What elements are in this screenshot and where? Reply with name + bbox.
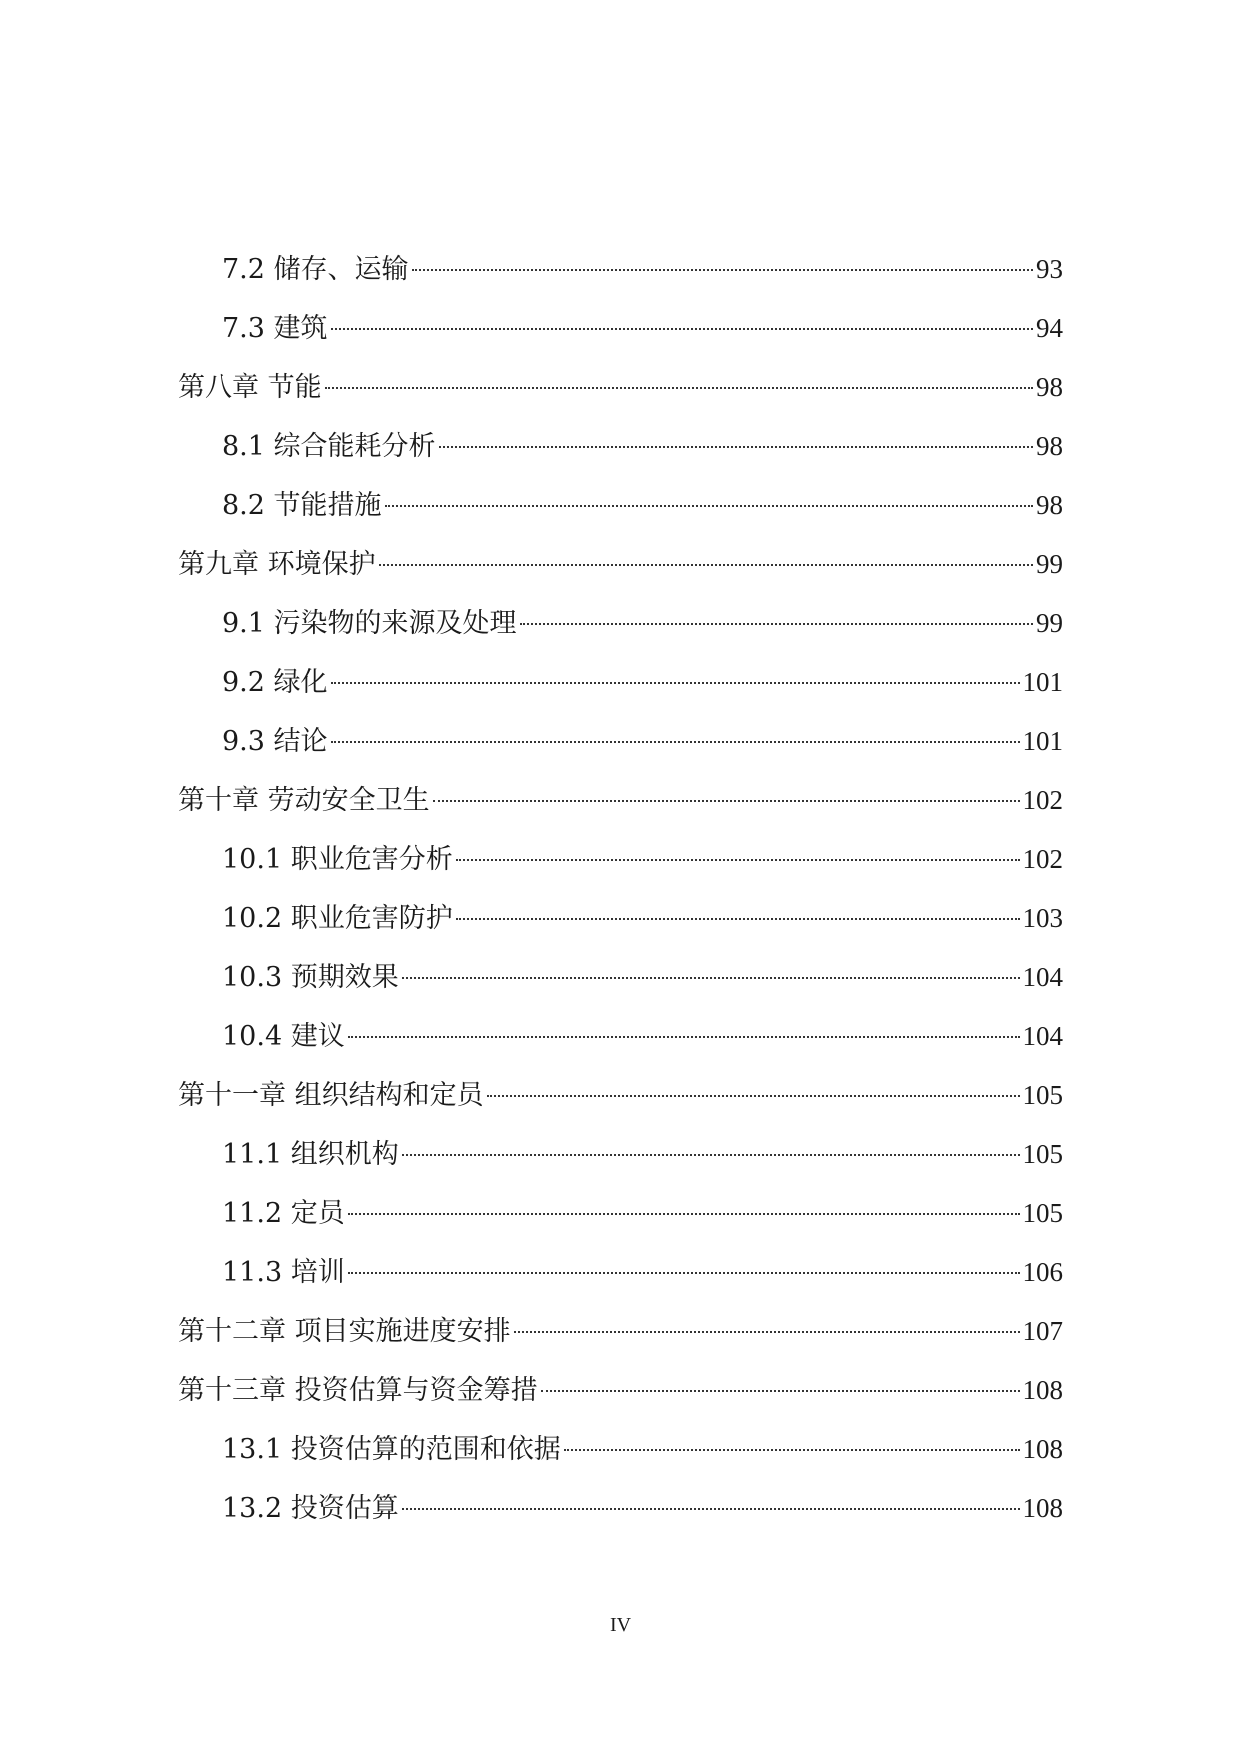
toc-leader-dots [564, 1449, 1020, 1451]
toc-entry-page: 101 [1022, 667, 1063, 697]
toc-entry-label: 第十一章 组织结构和定员 [178, 1080, 484, 1111]
toc-leader-dots [385, 505, 1033, 507]
toc-entry-label: 8.2 节能措施 [222, 490, 382, 521]
toc-leader-dots [348, 1036, 1020, 1038]
toc-entry[interactable] [222, 249, 1063, 289]
toc-entry-page: 94 [1036, 313, 1063, 343]
toc-entry-page: 102 [1022, 844, 1063, 874]
toc-leader-dots [514, 1331, 1020, 1333]
toc-leader-dots [325, 387, 1033, 389]
toc-leader-dots [402, 1154, 1020, 1156]
toc-entry-page: 107 [1022, 1316, 1063, 1346]
toc-entry-label: 13.1 投资估算的范围和依据 [222, 1434, 561, 1465]
toc-entry[interactable] [222, 662, 1063, 702]
toc-entry-label: 第十章 劳动安全卫生 [178, 785, 430, 816]
toc-entry-page: 101 [1022, 726, 1063, 756]
toc-leader-dots [456, 859, 1020, 861]
toc-entry-label: 9.1 污染物的来源及处理 [222, 608, 517, 639]
toc-leader-dots [402, 1508, 1020, 1510]
toc-entry[interactable] [222, 308, 1063, 348]
toc-entry[interactable] [178, 1311, 1063, 1351]
toc-entry-page: 103 [1022, 903, 1063, 933]
toc-entry-label: 9.3 结论 [222, 726, 328, 757]
toc-entry-page: 105 [1022, 1080, 1063, 1110]
toc-entry-page: 108 [1022, 1434, 1063, 1464]
toc-entry-page: 108 [1022, 1493, 1063, 1523]
toc-entry[interactable] [222, 898, 1063, 938]
toc-entry-page: 99 [1036, 549, 1063, 579]
toc-leader-dots [520, 623, 1033, 625]
toc-entry-page: 98 [1036, 490, 1063, 520]
toc-entry-label: 8.1 综合能耗分析 [222, 431, 436, 462]
toc-entry-label: 第十二章 项目实施进度安排 [178, 1316, 511, 1347]
toc-entry-label: 11.3 培训 [222, 1257, 345, 1288]
toc-entry-label: 10.4 建议 [222, 1021, 345, 1052]
toc-leader-dots [541, 1390, 1020, 1392]
toc-entry-label: 11.1 组织机构 [222, 1139, 399, 1170]
toc-entry[interactable] [222, 839, 1063, 879]
toc-entry[interactable] [222, 957, 1063, 997]
toc-entry-page: 99 [1036, 608, 1063, 638]
toc-leader-dots [412, 269, 1033, 271]
toc-entry-label: 10.1 职业危害分析 [222, 844, 453, 875]
toc-entry[interactable] [222, 1193, 1063, 1233]
toc-entry-page: 98 [1036, 372, 1063, 402]
toc-leader-dots [379, 564, 1033, 566]
toc-entry[interactable] [222, 1016, 1063, 1056]
toc-entry[interactable] [222, 721, 1063, 761]
toc-entry[interactable] [222, 603, 1063, 643]
toc-entry[interactable] [222, 485, 1063, 525]
toc-entry[interactable] [222, 1252, 1063, 1292]
toc-entry-label: 7.2 储存、运输 [222, 254, 409, 285]
toc-leader-dots [348, 1272, 1020, 1274]
toc-entry[interactable] [178, 1370, 1063, 1410]
toc-leader-dots [402, 977, 1020, 979]
toc-entry-label: 第八章 节能 [178, 372, 322, 403]
toc-entry-label: 10.3 预期效果 [222, 962, 399, 993]
toc-entry[interactable] [222, 1134, 1063, 1174]
toc-entry-page: 98 [1036, 431, 1063, 461]
toc-entry[interactable] [222, 1488, 1063, 1528]
toc-entry-label: 10.2 职业危害防护 [222, 903, 453, 934]
toc-entry-label: 11.2 定员 [222, 1198, 345, 1229]
toc-entry[interactable] [178, 367, 1063, 407]
page-number: IV [609, 1614, 632, 1636]
toc-entry-page: 105 [1022, 1198, 1063, 1228]
toc-entry-page: 104 [1022, 1021, 1063, 1051]
toc-entry-page: 102 [1022, 785, 1063, 815]
toc-entry[interactable] [178, 544, 1063, 584]
toc-leader-dots [331, 328, 1033, 330]
toc-entry-page: 106 [1022, 1257, 1063, 1287]
toc-leader-dots [456, 918, 1020, 920]
toc-entry-page: 105 [1022, 1139, 1063, 1169]
toc-entry-label: 7.3 建筑 [222, 313, 328, 344]
toc-entry[interactable] [178, 780, 1063, 820]
toc-entry-label: 13.2 投资估算 [222, 1493, 399, 1524]
toc-entry-label: 第九章 环境保护 [178, 549, 376, 580]
toc-entry-label: 第十三章 投资估算与资金筹措 [178, 1375, 538, 1406]
toc-leader-dots [487, 1095, 1020, 1097]
toc-leader-dots [331, 741, 1020, 743]
toc-entry-label: 9.2 绿化 [222, 667, 328, 698]
toc-entry[interactable] [222, 426, 1063, 466]
toc-entry[interactable] [178, 1075, 1063, 1115]
toc-leader-dots [331, 682, 1020, 684]
toc-entry-page: 93 [1036, 254, 1063, 284]
toc-entry-page: 108 [1022, 1375, 1063, 1405]
toc-entry-page: 104 [1022, 962, 1063, 992]
toc-leader-dots [348, 1213, 1020, 1215]
toc-entry[interactable] [222, 1429, 1063, 1469]
toc-leader-dots [439, 446, 1033, 448]
toc-leader-dots [433, 800, 1020, 802]
